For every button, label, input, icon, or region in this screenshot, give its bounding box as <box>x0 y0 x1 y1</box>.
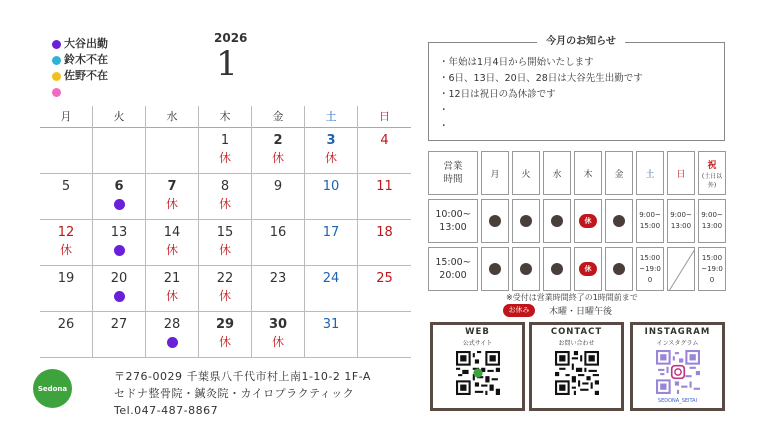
purple-dot-icon <box>114 291 125 302</box>
closed-legend <box>503 304 612 317</box>
calendar-day-cell <box>358 174 411 220</box>
closed-mark: 休 <box>271 151 284 165</box>
calendar-day-number: 2 <box>273 133 283 148</box>
calendar-day-number <box>93 128 145 149</box>
purple-dot-icon <box>167 337 178 348</box>
calendar-day-number: 28 <box>163 317 181 332</box>
qr-sub: お問い合わせ <box>558 340 595 347</box>
closed-badge: 休 <box>579 262 597 276</box>
closed-mark <box>358 149 411 167</box>
hours-pm-row <box>428 247 729 291</box>
calendar-day-cell <box>358 266 411 312</box>
calendar-day-number: 29 <box>215 317 235 332</box>
closed-mark <box>252 287 304 305</box>
calendar-day-number: 31 <box>322 317 340 332</box>
hours-header-row <box>428 151 729 195</box>
calendar-day-number: 25 <box>376 271 393 286</box>
instagram-qr-card[interactable] <box>630 322 725 411</box>
calendar-day-cell <box>146 174 199 220</box>
hours-time-text: 9:00~13:00 <box>670 211 692 230</box>
calendar-day-cell <box>93 220 146 266</box>
time-line: 15:00~ <box>435 257 471 268</box>
hours-cell <box>512 199 540 243</box>
hours-header-line: 営業 <box>443 161 463 172</box>
calendar-day-cell <box>199 220 252 266</box>
weekday-wed: 水 <box>146 106 199 128</box>
hours-day-holiday-label: 祝 <box>707 160 717 171</box>
hours-cell <box>636 199 664 243</box>
hours-day-mon: 月 <box>481 151 509 195</box>
calendar-day-number: 16 <box>269 225 287 240</box>
hours-day-sun: 日 <box>667 151 695 195</box>
calendar-day-cell <box>252 312 305 358</box>
hours-cell <box>543 199 571 243</box>
closed-mark: 休 <box>165 197 178 211</box>
calendar-day-cell <box>199 128 252 174</box>
calendar-year: 2026 <box>214 31 248 45</box>
weekday-tue: 火 <box>93 106 146 128</box>
closed-mark <box>93 333 145 351</box>
closed-mark <box>93 149 145 167</box>
closed-mark <box>358 287 411 305</box>
calendar-day-number: 7 <box>167 179 177 194</box>
calendar-day-cell <box>358 220 411 266</box>
closed-mark: 休 <box>218 151 231 165</box>
hours-day-holiday <box>698 151 726 195</box>
closed-mark <box>40 333 92 351</box>
contact-qr-card[interactable] <box>529 322 624 411</box>
open-dot-icon <box>613 215 625 227</box>
closed-mark: 休 <box>218 335 231 349</box>
calendar-day-number: 26 <box>57 317 75 332</box>
qr-title: CONTACT <box>550 327 603 337</box>
calendar-day-number <box>40 128 92 149</box>
open-dot-icon <box>520 263 532 275</box>
legend-label: 佐野不在 <box>64 69 108 82</box>
closed-mark: 休 <box>324 151 337 165</box>
yellow-dot-icon <box>52 72 61 81</box>
calendar-day-cell <box>93 174 146 220</box>
closed-mark <box>358 333 411 351</box>
reception-note: ※受付は営業時間終了の1時間前まで <box>506 293 638 302</box>
calendar-day-cell <box>40 128 93 174</box>
calendar-day-cell <box>146 128 199 174</box>
hours-cell <box>512 247 540 291</box>
holiday-note: (土日以外) <box>701 172 723 189</box>
calendar-day-number: 24 <box>322 271 340 286</box>
calendar-day-cell <box>358 312 411 358</box>
cyan-dot-icon <box>52 56 61 65</box>
hours-pm-label <box>428 247 478 291</box>
calendar-day-cell <box>305 220 358 266</box>
calendar-day-number: 30 <box>268 317 288 332</box>
calendar-day-number: 19 <box>57 271 75 286</box>
hours-cell <box>574 199 602 243</box>
hours-day-thu: 木 <box>574 151 602 195</box>
notice-item: ・6日、13日、20日、28日は大谷先生出勤です <box>439 73 643 84</box>
hours-cell <box>698 199 726 243</box>
closed-mark <box>146 149 198 167</box>
calendar-day-cell <box>93 266 146 312</box>
time-line: 20:00 <box>439 270 467 281</box>
hours-cell <box>543 247 571 291</box>
calendar-day-cell <box>252 128 305 174</box>
clinic-info <box>114 368 371 419</box>
time-line: 10:00~ <box>435 209 471 220</box>
hours-am-label <box>428 199 478 243</box>
instagram-handle: SEDONA_SEITAI <box>657 398 698 404</box>
open-dot-icon <box>551 215 563 227</box>
notice-title: 今月のお知らせ <box>537 32 625 52</box>
hours-day-tue: 火 <box>512 151 540 195</box>
closed-badge: 休 <box>579 214 597 228</box>
calendar-day-cell <box>93 312 146 358</box>
hours-cell <box>605 247 633 291</box>
otani-attendance-dot-icon <box>146 333 198 351</box>
hours-cell <box>636 247 664 291</box>
calendar-day-number: 10 <box>322 179 340 194</box>
calendar-day-cell <box>252 266 305 312</box>
closed-mark <box>252 195 304 213</box>
closed-text: 木曜・日曜午後 <box>549 307 613 317</box>
staff-legend <box>52 36 108 100</box>
calendar-day-number: 8 <box>220 179 230 194</box>
calendar-day-number: 23 <box>269 271 287 286</box>
qr-code-icon[interactable] <box>456 351 500 395</box>
calendar-day-cell <box>199 266 252 312</box>
closed-mark <box>40 195 92 213</box>
hours-time-text: 15:00~19:00 <box>639 253 661 284</box>
qr-sub: インスタグラム <box>656 340 699 347</box>
calendar-day-cell <box>305 312 358 358</box>
hours-time-text: 9:00~15:00 <box>639 211 661 230</box>
purple-dot-icon <box>114 245 125 256</box>
closed-badge: お休み <box>503 304 535 317</box>
hours-cell <box>605 199 633 243</box>
hours-cell <box>667 199 695 243</box>
hours-cell <box>481 199 509 243</box>
weekday-thu: 木 <box>199 106 252 128</box>
slash-icon <box>668 248 695 291</box>
pink-dot-icon <box>52 88 61 97</box>
open-dot-icon <box>489 263 501 275</box>
calendar-day-cell <box>358 128 411 174</box>
calendar-day-number: 27 <box>110 317 128 332</box>
legend-label: 大谷出勤 <box>64 37 108 50</box>
closed-mark <box>305 287 357 305</box>
qr-code-icon[interactable] <box>656 350 700 394</box>
closed-mark <box>40 287 92 305</box>
calendar-day-number: 18 <box>376 225 393 240</box>
calendar-day-number <box>146 128 198 149</box>
hours-day-sat: 土 <box>636 151 664 195</box>
calendar-day-number: 22 <box>216 271 234 286</box>
calendar-day-number: 20 <box>110 271 128 286</box>
hours-cell <box>698 247 726 291</box>
calendar-day-number: 12 <box>57 225 75 240</box>
closed-mark: 休 <box>165 289 178 303</box>
legend-item-suzuki <box>52 52 108 68</box>
notice-item: ・年始は1月4日から開始いたします <box>439 57 594 68</box>
hours-cell <box>574 247 602 291</box>
purple-dot-icon <box>52 40 61 49</box>
calendar-day-cell <box>40 174 93 220</box>
legend-item-sano <box>52 68 108 84</box>
calendar-day-cell <box>305 128 358 174</box>
closed-mark: 休 <box>218 197 231 211</box>
qr-sub: 公式サイト <box>462 340 493 347</box>
calendar-day-number: 15 <box>216 225 234 240</box>
weekday-header <box>40 106 411 128</box>
otani-attendance-dot-icon <box>93 195 145 213</box>
closed-mark: 休 <box>271 335 284 349</box>
closed-mark <box>305 241 357 259</box>
calendar-grid <box>40 128 411 358</box>
calendar-day-cell <box>93 128 146 174</box>
weekday-mon: 月 <box>40 106 93 128</box>
closed-mark <box>305 333 357 351</box>
calendar-day-number: 6 <box>114 179 124 194</box>
notice-item: ・ <box>439 121 449 132</box>
open-dot-icon <box>551 263 563 275</box>
hours-header-label <box>428 151 478 195</box>
calendar-day-cell <box>305 266 358 312</box>
hours-cell <box>481 247 509 291</box>
qr-title: WEB <box>465 327 490 337</box>
calendar-day-number: 4 <box>380 133 389 148</box>
open-dot-icon <box>520 215 532 227</box>
month-calendar <box>40 106 411 358</box>
web-qr-card[interactable] <box>430 322 525 411</box>
notice-list <box>439 55 643 135</box>
calendar-day-cell <box>252 174 305 220</box>
calendar-day-cell <box>305 174 358 220</box>
notice-item: ・ <box>439 105 449 116</box>
calendar-month: 1 <box>216 44 238 84</box>
calendar-day-cell <box>40 220 93 266</box>
hours-day-fri: 金 <box>605 151 633 195</box>
clinic-name: セドナ整骨院・鍼灸院・カイロプラクティック <box>114 387 355 400</box>
calendar-day-cell <box>146 220 199 266</box>
qr-code-icon[interactable] <box>555 351 599 395</box>
calendar-day-cell <box>199 312 252 358</box>
hours-time-text: 15:00~19:00 <box>701 253 723 284</box>
weekday-sun: 日 <box>379 110 390 123</box>
hours-time-text: 9:00~13:00 <box>701 211 723 230</box>
calendar-day-number: 21 <box>163 271 181 286</box>
otani-attendance-dot-icon <box>93 287 145 305</box>
purple-dot-icon <box>114 199 125 210</box>
calendar-day-cell <box>40 266 93 312</box>
business-hours-table <box>428 151 729 295</box>
closed-mark: 休 <box>59 243 72 257</box>
calendar-day-number: 13 <box>110 225 128 240</box>
weekday-fri: 金 <box>252 106 305 128</box>
otani-attendance-dot-icon <box>93 241 145 259</box>
closed-mark: 休 <box>218 243 231 257</box>
open-dot-icon <box>613 263 625 275</box>
calendar-day-number: 9 <box>273 179 283 194</box>
calendar-day-number: 5 <box>61 179 71 194</box>
closed-mark: 休 <box>218 289 231 303</box>
calendar-day-number: 1 <box>220 133 230 148</box>
calendar-day-cell <box>252 220 305 266</box>
calendar-day-cell <box>146 312 199 358</box>
qr-title: INSTAGRAM <box>644 327 711 337</box>
closed-mark <box>305 195 357 213</box>
time-line: 13:00 <box>439 222 467 233</box>
clinic-address: 〒276-0029 千葉県八千代市村上南1-10-2 1F-A <box>114 370 371 383</box>
closed-mark <box>358 241 411 259</box>
notice-item: ・12日は祝日の為休診です <box>439 89 556 100</box>
monthly-notice-box <box>428 36 725 141</box>
hours-header-line: 時間 <box>443 174 463 185</box>
hours-day-wed: 水 <box>543 151 571 195</box>
calendar-day-number <box>358 312 411 333</box>
hours-cell-closed-slash <box>667 247 695 291</box>
calendar-day-number: 17 <box>322 225 340 240</box>
hours-am-row <box>428 199 729 243</box>
closed-mark <box>252 241 304 259</box>
open-dot-icon <box>489 215 501 227</box>
calendar-day-number: 3 <box>326 133 336 148</box>
sedona-logo: Sedona <box>33 369 72 408</box>
calendar-day-number: 11 <box>376 179 393 194</box>
calendar-day-cell <box>199 174 252 220</box>
legend-item-otani <box>52 36 108 52</box>
calendar-day-cell <box>40 312 93 358</box>
calendar-day-cell <box>146 266 199 312</box>
closed-mark <box>358 195 411 213</box>
closed-mark: 休 <box>165 243 178 257</box>
weekday-sat: 土 <box>305 106 358 128</box>
calendar-day-number: 14 <box>163 225 181 240</box>
closed-mark <box>40 149 92 167</box>
legend-item-pink <box>52 84 108 100</box>
legend-label: 鈴木不在 <box>64 53 108 66</box>
clinic-tel: Tel.047-487-8867 <box>114 404 219 417</box>
